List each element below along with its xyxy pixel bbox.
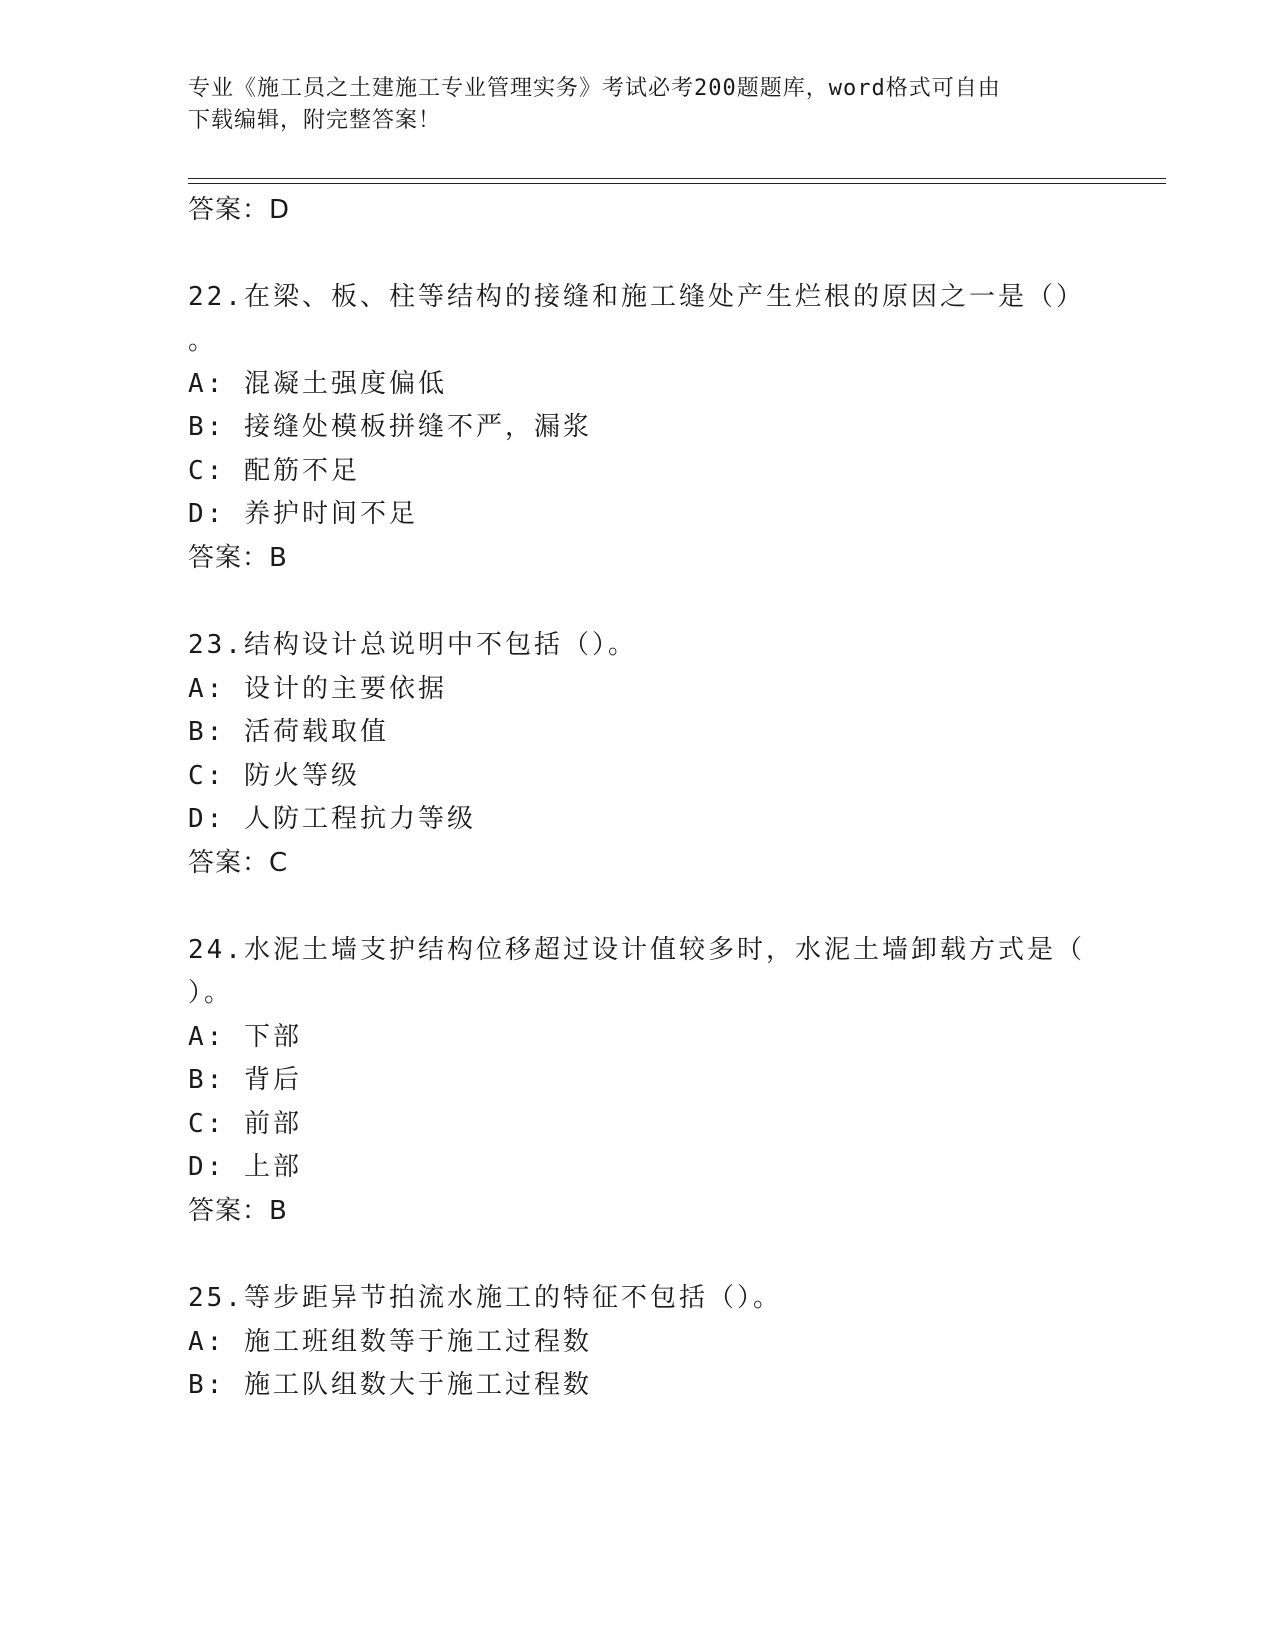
question-23-answer [188, 846, 287, 880]
header-divider-top [188, 178, 1166, 179]
question-23-option-d: D: 人防工程抗力等级 [188, 804, 476, 834]
header-line-1: 专业《施工员之土建施工专业管理实务》考试必考200题题库，word格式可自由 [188, 76, 1001, 101]
answer-value: C [269, 848, 288, 878]
question-24-answer [188, 1194, 287, 1228]
question-25-option-b: B: 施工队组数大于施工过程数 [188, 1370, 592, 1400]
page-header [188, 73, 1088, 137]
question-24-stem: 24.水泥土墙支护结构位移超过设计值较多时，水泥土墙卸载方式是（ [188, 935, 1085, 965]
question-24-stem-cont: ）。 [188, 978, 234, 1008]
answer-label: 答案： [188, 1196, 270, 1226]
question-24-option-d: D: 上部 [188, 1152, 302, 1182]
answer-line [188, 193, 289, 227]
question-22-option-d: D: 养护时间不足 [188, 499, 418, 529]
question-24-option-c: C: 前部 [188, 1109, 302, 1139]
question-23-option-b: B: 活荷载取值 [188, 717, 389, 747]
answer-label: 答案： [188, 848, 270, 878]
question-22-option-a: A: 混凝土强度偏低 [188, 369, 447, 399]
question-22-stem: 22.在梁、板、柱等结构的接缝和施工缝处产生烂根的原因之一是（） [188, 282, 1085, 312]
question-25-stem: 25.等步距异节拍流水施工的特征不包括（）。 [188, 1283, 782, 1313]
question-23-option-a: A: 设计的主要依据 [188, 674, 447, 704]
answer-value: B [269, 1196, 287, 1226]
question-24-option-a: A: 下部 [188, 1022, 302, 1052]
question-25-option-a: A: 施工班组数等于施工过程数 [188, 1327, 592, 1357]
answer-label: 答案： [188, 543, 270, 573]
answer-value: D [269, 195, 290, 225]
question-22-option-c: C: 配筋不足 [188, 456, 360, 486]
question-22-answer [188, 541, 287, 575]
question-22-option-b: B: 接缝处模板拼缝不严，漏浆 [188, 412, 592, 442]
question-23-option-c: C: 防火等级 [188, 761, 360, 791]
header-line-2: 下载编辑，附完整答案！ [188, 108, 442, 133]
question-24-option-b: B: 背后 [188, 1065, 302, 1095]
question-23-stem: 23.结构设计总说明中不包括（）。 [188, 630, 637, 660]
header-divider-bottom [188, 183, 1166, 184]
answer-label: 答案： [188, 195, 270, 225]
question-22-stem-cont: 。 [188, 326, 218, 356]
answer-value: B [269, 543, 287, 573]
